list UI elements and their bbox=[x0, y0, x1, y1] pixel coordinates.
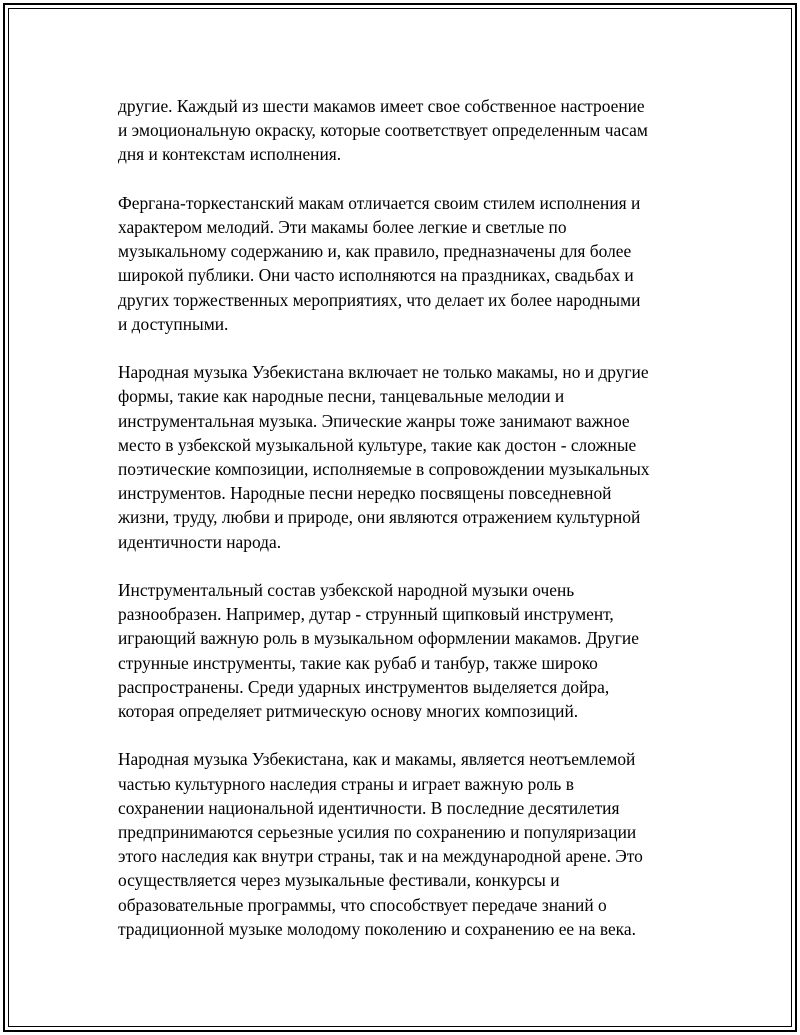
text-line: струнные инструменты, такие как рубаб и танбур, также широко bbox=[118, 652, 598, 673]
text-line: образовательные программы, что способствует передаче знаний о bbox=[118, 894, 607, 915]
text-line: предпринимаются серьезные усилия по сохранению и популяризации bbox=[118, 822, 637, 843]
text-line: идентичности народа. bbox=[118, 531, 282, 552]
text-line: сохранении национальной идентичности. В последние десятилетия bbox=[118, 797, 620, 818]
text-line: Фергана-торкестанский макам отличается своим стилем исполнения и bbox=[118, 192, 641, 213]
text-line: другие. Каждый из шести макамов имеет свое собственное настроение bbox=[118, 96, 645, 116]
text-line: распространены. Среди ударных инструментов выделяется дойра, bbox=[118, 676, 610, 697]
text-line: частью культурного наследия страны и играет важную роль в bbox=[118, 773, 574, 794]
text-line: характером мелодий. Эти макамы более легкие и светлые по bbox=[118, 217, 567, 237]
text-line: Народная музыка Узбекистана включает не только макамы, но и другие bbox=[118, 362, 649, 383]
text-line: и доступными. bbox=[118, 313, 229, 334]
text-line: инструментальная музыка. Эпические жанры тоже занимают важное bbox=[118, 410, 630, 431]
document-body bbox=[118, 94, 698, 965]
text-line: дня и контекстам исполнения. bbox=[118, 144, 342, 165]
text-line: осуществляется через музыкальные фестивали, конкурсы и bbox=[118, 870, 560, 891]
paragraph-5 bbox=[118, 747, 698, 941]
text-line: инструментов. Народные песни нередко посвящены повседневной bbox=[118, 483, 612, 504]
text-line: традиционной музыке молодому поколению и сохранению ее на века. bbox=[118, 918, 636, 939]
paragraph-4 bbox=[118, 578, 698, 723]
text-line: Инструментальный состав узбекской народной музыки очень bbox=[118, 580, 575, 601]
text-line: других торжественных мероприятиях, что делает их более народными bbox=[118, 289, 641, 310]
text-line: поэтические композиции, исполняемые в сопровождении музыкальных bbox=[118, 459, 650, 480]
paragraph-3 bbox=[118, 360, 698, 554]
text-line: разнообразен. Например, дутар - струнный щипковый инструмент, bbox=[118, 604, 614, 625]
paragraph-1 bbox=[118, 94, 698, 167]
text-line: которая определяет ритмическую основу многих композиций. bbox=[118, 701, 579, 722]
text-line: и эмоциональную окраску, которые соответствует определенным часам bbox=[118, 120, 648, 141]
text-line: играющий важную роль в музыкальном оформлении макамов. Другие bbox=[118, 628, 639, 649]
text-line: место в узбекской музыкальной культуре, такие как достон - сложные bbox=[118, 434, 637, 455]
text-line: Народная музыка Узбекистана, как и макамы, является неотъемлемой bbox=[118, 749, 636, 770]
text-line: широкой публики. Они часто исполняются на праздниках, свадьбах и bbox=[118, 265, 634, 286]
text-line: жизни, труду, любви и природе, они являются отражением культурной bbox=[118, 507, 641, 528]
text-line: музыкальному содержанию и, как правило, предназначены для более bbox=[118, 241, 632, 262]
paragraph-2 bbox=[118, 191, 698, 336]
text-line: этого наследия как внутри страны, так и на международной арене. Это bbox=[118, 846, 643, 867]
text-line: формы, такие как народные песни, танцевальные мелодии и bbox=[118, 386, 565, 407]
